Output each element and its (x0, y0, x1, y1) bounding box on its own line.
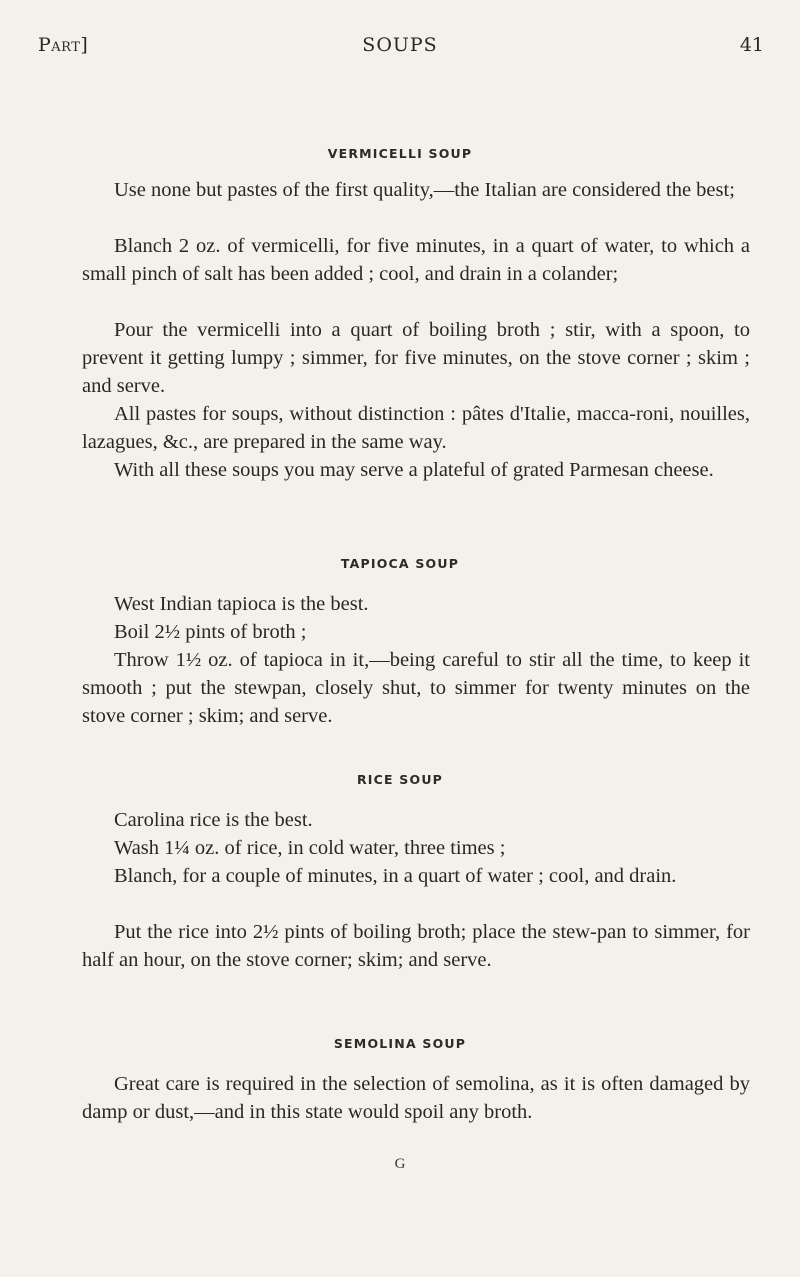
paragraph: Pour the vermicelli into a quart of boiling broth ; stir, with a spoon, to prevent it getting lumpy ; simmer, for five minutes, on the stove corner ; skim ; and serve. (82, 319, 750, 397)
paragraph: Great care is required in the selection of semolina, as it is often damaged by damp or dust,—and in this state would spoil any broth. (82, 1073, 750, 1123)
paragraph: West Indian tapioca is the best. (114, 593, 369, 615)
paragraph: Blanch 2 oz. of vermicelli, for five minutes, in a quart of water, to which a small pinch of salt has been added ; cool, and drain in a colander; (82, 235, 750, 285)
running-title: SOUPS (362, 34, 438, 56)
paragraph: All pastes for soups, without distinction : pâtes d'Italie, macca-roni, nouilles, lazagues, &c., are prepared in the same way. (82, 403, 750, 453)
paragraph: Use none but pastes of the first quality,—the Italian are considered the best; (114, 179, 735, 201)
page-number: 41 (739, 34, 764, 56)
part-label: Part] (38, 34, 89, 56)
section-title-rice: RICE SOUP (356, 772, 444, 787)
paragraph: Boil 2½ pints of broth ; (114, 621, 307, 643)
paragraph: Put the rice into 2½ pints of boiling broth; place the stew-pan to simmer, for half an hour, on the stove corner; skim; and serve. (82, 921, 750, 971)
paragraph: Blanch, for a couple of minutes, in a quart of water ; cool, and drain. (114, 865, 677, 887)
paragraph: Wash 1¼ oz. of rice, in cold water, three times ; (114, 837, 506, 859)
section-title-semolina: SEMOLINA SOUP (333, 1036, 467, 1051)
section-title-tapioca: TAPIOCA SOUP (340, 556, 460, 571)
signature-mark: G (394, 1156, 406, 1172)
paragraph: Throw 1½ oz. of tapioca in it,—being careful to stir all the time, to keep it smooth ; put the stewpan, closely shut, to simmer for twenty minutes on the stove corner ; skim; and serve. (82, 649, 750, 727)
paragraph: Carolina rice is the best. (114, 809, 313, 831)
paragraph: With all these soups you may serve a plateful of grated Parmesan cheese. (114, 459, 714, 481)
running-head (0, 34, 800, 64)
section-title-vermicelli: VERMICELLI SOUP (327, 146, 473, 161)
